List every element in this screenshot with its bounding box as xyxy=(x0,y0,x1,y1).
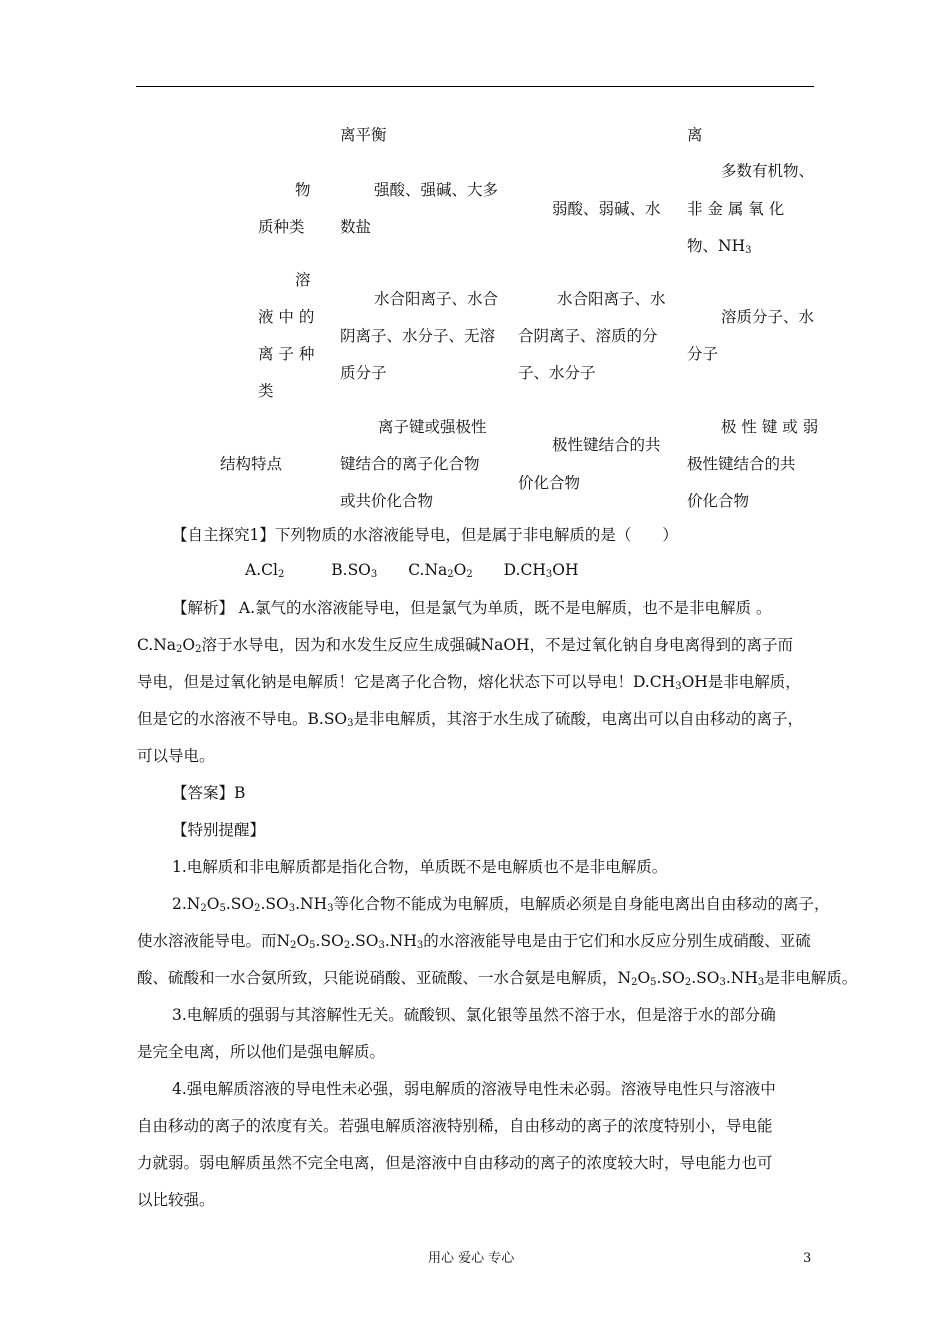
table-cell: 多数有机物、 xyxy=(721,162,815,180)
table-cell: 水合阳离子、水 xyxy=(557,290,666,308)
table-cell: 子、水分子 xyxy=(518,364,596,382)
tip-paragraph: 3.电解质的强弱与其溶解性无关。硫酸钡、氯化银等虽然不溶于水，但是溶于水的部分确 xyxy=(172,1006,776,1024)
table-cell: 弱酸、弱碱、水 xyxy=(552,200,661,218)
question-stem: 【自主探究1】下列物质的水溶液能导电，但是属于非电解质的是（ ） xyxy=(172,526,678,544)
analysis-line: 可以导电。 xyxy=(137,747,215,765)
table-cell: 极性键结合的共 xyxy=(552,436,661,454)
table-cell: 价化合物 xyxy=(518,474,581,492)
table-cell: 或共价化合物 xyxy=(340,492,434,510)
table-cell: 极 性 键 或 弱 xyxy=(721,418,819,436)
tip-paragraph: 酸、硫酸和一水合氨所致，只能说硝酸、亚硫酸、一水合氨是电解质，$N_2O_5.SO_2.SO_3.NH_3$是非电解质。 xyxy=(137,969,858,988)
option-d: $D.CH_3OH$ xyxy=(503,561,579,580)
table-cell: 非 金 属 氧 化 xyxy=(687,200,785,218)
table-row-header: 溶 xyxy=(295,271,311,289)
table-cell: 离 xyxy=(687,126,703,144)
analysis-line: 但是它的水溶液不导电。$B.SO_3$是非电解质，其溶于水生成了硫酸，电离出可以自由移动的离子， xyxy=(137,710,804,729)
tip-paragraph: 1.电解质和非电解质都是指化合物，单质既不是电解质也不是非电解质。 xyxy=(172,858,668,876)
tips-title: 【特别提醒】 xyxy=(172,821,266,839)
table-cell: 合阴离子、溶质的分 xyxy=(518,327,658,345)
table-cell: 离平衡 xyxy=(340,126,387,144)
table-cell: 数盐 xyxy=(340,218,372,236)
footer-slogan: 用心 爱心 专心 xyxy=(428,1251,515,1266)
tip-paragraph: 以比较强。 xyxy=(137,1191,215,1209)
header-rule xyxy=(136,86,814,87)
table-cell: 离子键或强极性 xyxy=(378,418,487,436)
analysis-line: 导电，但是过氧化钠是电解质！它是离子化合物，熔化状态下可以导电！$D.CH_3OH$是非电解质， xyxy=(137,673,801,692)
table-cell: 质分子 xyxy=(340,364,387,382)
table-row-header: 液 中 的 xyxy=(258,308,315,326)
tip-paragraph: 自由移动的离子的浓度有关。若强电解质溶液特别稀，自由移动的离子的浓度特别小，导电能 xyxy=(137,1117,773,1135)
tip-paragraph: $2.N_2O_5.SO_2.SO_3.NH_3$等化合物不能成为电解质，电解质必须是自身能电离出自由移动的离子， xyxy=(172,895,830,914)
table-row-header: 结构特点 xyxy=(220,455,283,473)
question-options xyxy=(245,563,578,579)
tip-paragraph: 使水溶液能导电。而$N_2O_5.SO_2.SO_3.NH_3$的水溶液能导电是由于它们和水反应分别生成硝酸、亚硫 xyxy=(137,932,811,951)
tip-paragraph: 4.强电解质溶液的导电性未必强，弱电解质的溶液导电性未必弱。溶液导电性只与溶液中 xyxy=(172,1080,776,1098)
answer: 【答案】B xyxy=(172,784,246,802)
option-c: $C.Na_2O_2$ xyxy=(408,561,473,580)
tip-paragraph: 力就弱。弱电解质虽然不完全电离，但是溶液中自由移动的离子的浓度较大时，导电能力也可 xyxy=(137,1154,773,1172)
analysis-line: 【解析】 A.氯气的水溶液能导电，但是氯气为单质，既不是电解质，也不是非电解质 。 xyxy=(172,599,772,617)
table-cell: 物、$NH_3$ xyxy=(687,237,752,256)
tip-paragraph: 是完全电离，所以他们是强电解质。 xyxy=(137,1043,386,1061)
table-cell: 强酸、强碱、大多 xyxy=(374,181,499,199)
table-row-header: 物 xyxy=(295,181,311,199)
table-row-header: 类 xyxy=(258,382,274,400)
analysis-line: $C.Na_2O_2$溶于水导电，因为和水发生反应生成强碱NaOH，不是过氧化钠自身电离得到的离子而 xyxy=(137,636,794,655)
table-row-header: 离 子 种 xyxy=(258,345,315,363)
page-number: 3 xyxy=(803,1251,812,1266)
table-cell: 极性键结合的共 xyxy=(687,455,796,473)
option-b: $B.SO_3$ xyxy=(331,561,378,580)
table-cell: 水合阳离子、水合 xyxy=(374,290,499,308)
table-cell: 键结合的离子化合物 xyxy=(340,455,480,473)
table-cell: 溶质分子、水 xyxy=(721,308,815,326)
table-cell: 价化合物 xyxy=(687,492,750,510)
option-a: $A.Cl_2$ xyxy=(245,561,285,580)
table-cell: 分子 xyxy=(687,345,719,363)
table-cell: 阴离子、水分子、无溶 xyxy=(340,327,496,345)
table-row-header: 质种类 xyxy=(258,218,305,236)
